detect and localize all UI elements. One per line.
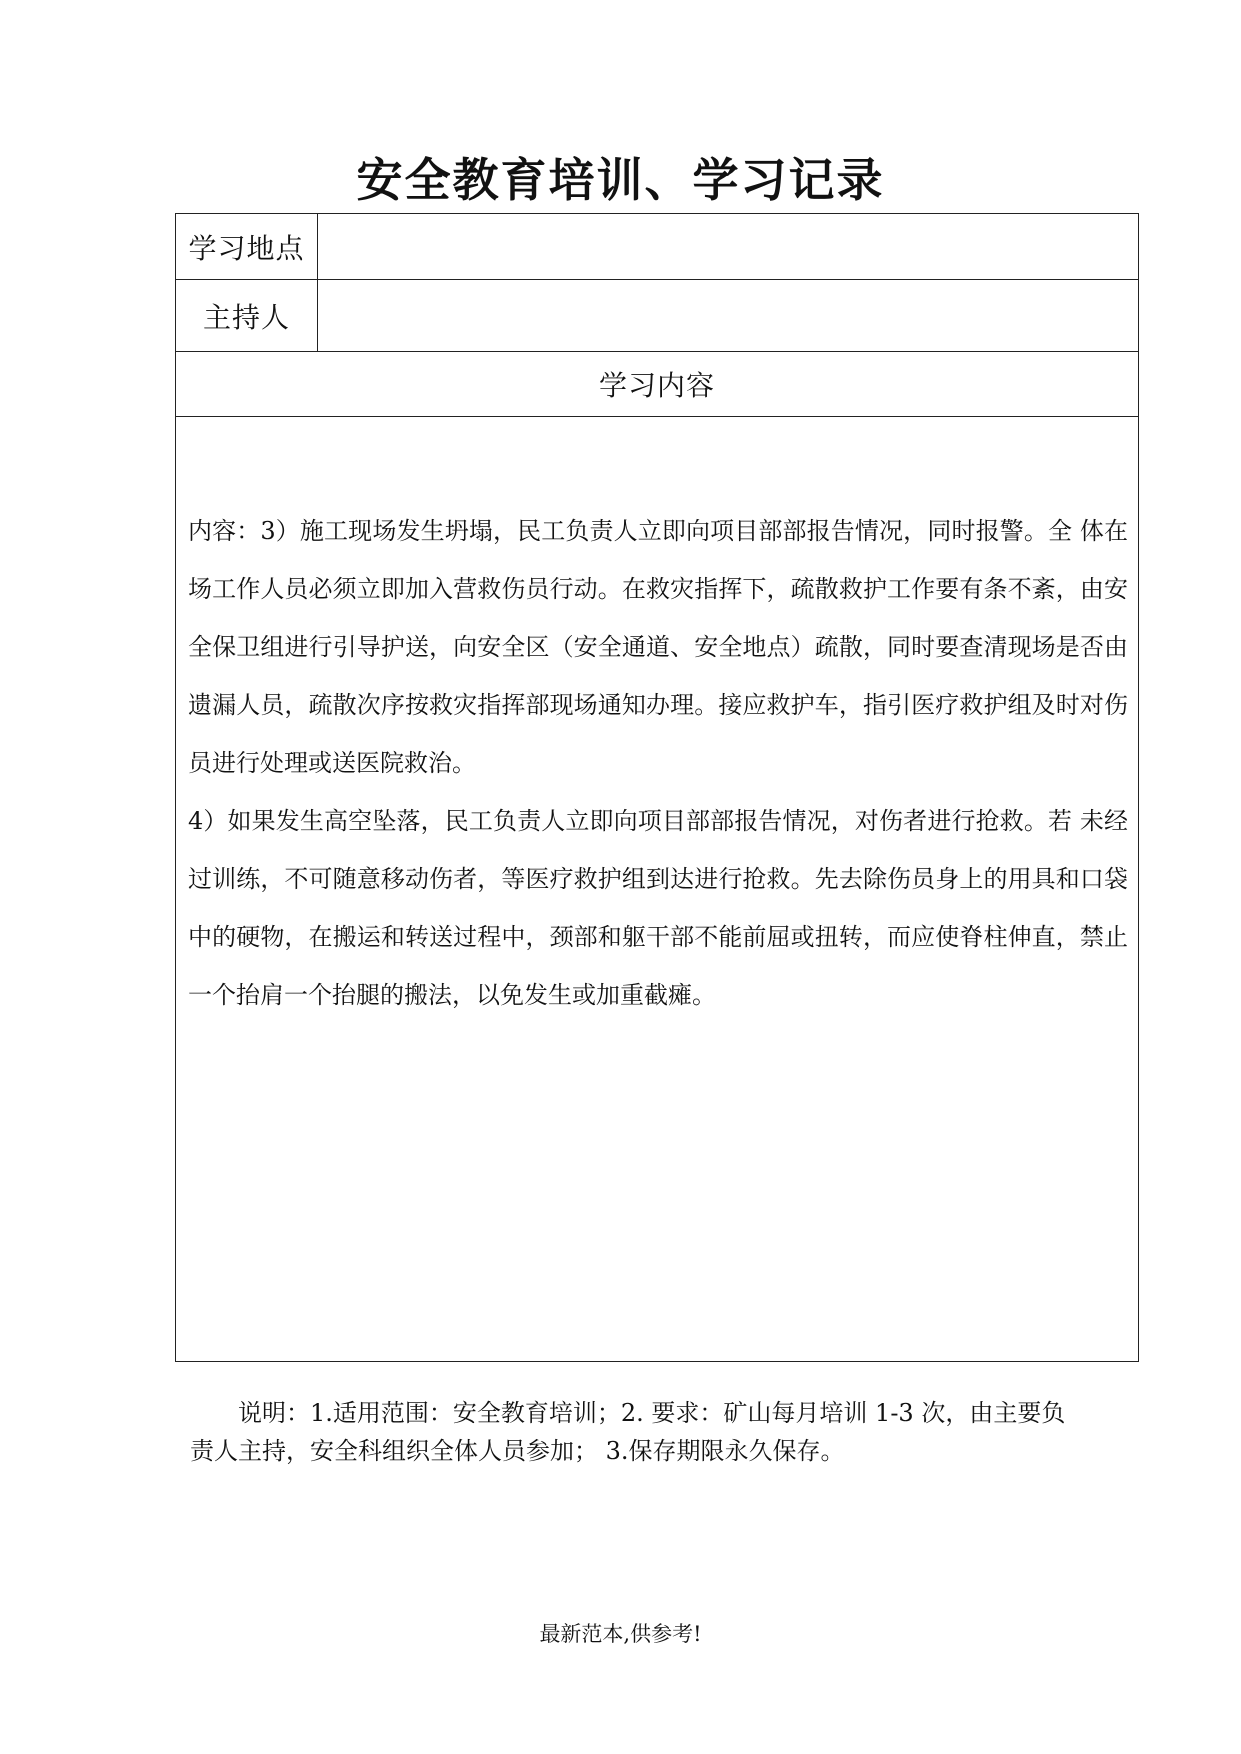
host-label: 主持人 — [176, 280, 318, 351]
location-value — [318, 214, 1138, 279]
footer-text: 最新范本,供参考! — [539, 1622, 702, 1646]
host-value — [318, 280, 1138, 351]
location-label: 学习地点 — [176, 214, 318, 279]
content-row — [176, 417, 1138, 1361]
record-table — [175, 213, 1139, 1362]
content-paragraph: 内容：3）施工现场发生坍塌，民工负责人立即向项目部部报告情况，同时报警。全 体在场工作人员必须立即加入营救伤员行动。在救灾指挥下，疏散救护工作要有条不紊，由安全保卫组进行引导护送，向安全区（安全通道、安全地点）疏散，同时要查清现场是否由遗漏人员，疏散次序按救灾指挥部现场通知办理。接应救护车，指引医疗救护组及时对伤员进行处理或送医院救治。 — [188, 517, 1128, 777]
location-row — [176, 214, 1138, 280]
content-heading-row — [176, 352, 1138, 417]
host-row — [176, 280, 1138, 352]
instructions-note: 说明：1.适用范围：安全教育培训；2. 要求：矿山每月培训 1-3 次，由主要负责人主持，安全科组织全体人员参加； 3.保存期限永久保存。 — [190, 1399, 1066, 1465]
content-body — [176, 417, 1138, 1361]
page-title: 安全教育培训、学习记录 — [356, 153, 885, 207]
content-heading: 学习内容 — [598, 369, 715, 402]
content-paragraph: 4）如果发生高空坠落，民工负责人立即向项目部部报告情况，对伤者进行抢救。若 未经过训练，不可随意移动伤者，等医疗救护组到达进行抢救。先去除伤员身上的用具和口袋中的硬物，在搬运和转送过程中，颈部和躯干部不能前屈或扭转，而应使脊柱伸直，禁止一个抬肩一个抬腿的搬法，以免发生或加重截瘫。 — [188, 807, 1128, 1009]
